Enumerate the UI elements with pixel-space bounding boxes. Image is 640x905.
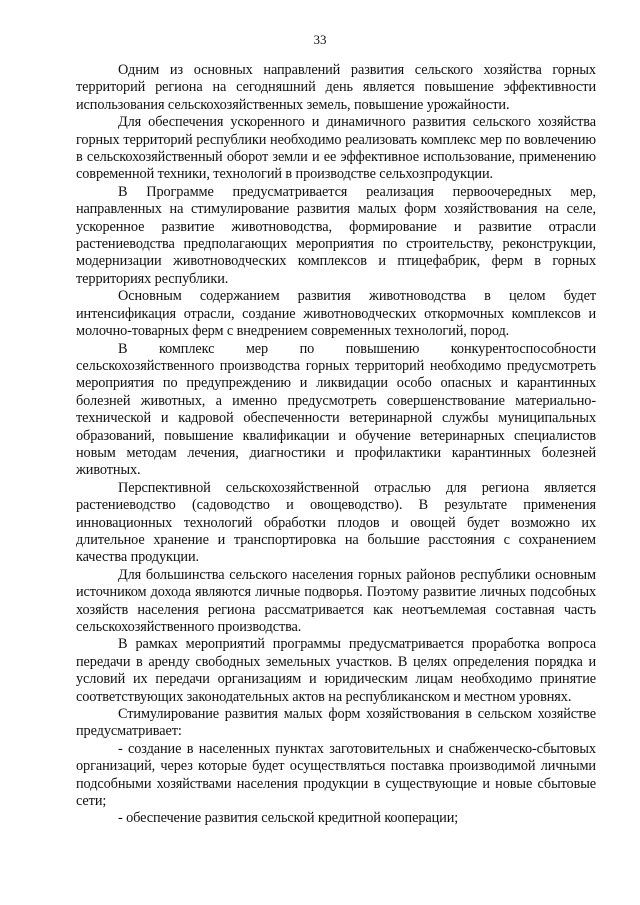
list-item: - создание в населенных пунктах заготовительных и снабженческо-сбытовых организаций, через которые будет осуществляться поставка производимой личными подсобными хозяйствами населения продукции в существующие и новые сбытовые сети; <box>76 740 596 810</box>
paragraph: Стимулирование развития малых форм хозяйствования в сельском хозяйстве предусматривает: <box>76 706 596 740</box>
paragraph: Основным содержанием развития животноводства в целом будет интенсификация отрасли, создание животноводческих откормочных комплексов и молочно-товарных ферм с внедрением современных технологий, пород. <box>76 288 596 340</box>
list-item: - обеспечение развития сельской кредитной кооперации; <box>118 810 459 827</box>
page-number: 33 <box>313 32 327 47</box>
body-text <box>76 62 596 828</box>
paragraph: В Программе предусматривается реализация первоочередных мер, направленных на стимулирование развития малых форм хозяйствования на селе, ускоренное развитие животноводства, формирование и развитие отрасли растениеводства предполагающих мероприятия по строительству, реконструкции, модернизации животноводческих комплексов и птицефабрик, ферм в горных территориях республики. <box>76 183 596 287</box>
paragraph: В комплекс мер по повышению конкурентоспособности сельскохозяйственного производства горных территорий необходимо предусмотреть мероприятия по предупреждению и ликвидации особо опасных и карантинных болезней животных, а именно предусмотреть совершенствование материально-технической и кадровой обеспеченности ветеринарной службы муниципальных образований, повышение квалификации и обучение ветеринарных специалистов новым методам лечения, диагностики и профилактики карантинных болезней животных. <box>76 340 596 479</box>
paragraph: Одним из основных направлений развития сельского хозяйства горных территорий региона на сегодняшний день является повышение эффективности использования сельскохозяйственных земель, повышение урожайности. <box>76 62 596 113</box>
paragraph: Для большинства сельского населения горных районов республики основным источником дохода являются личные подворья. Поэтому развитие личных подсобных хозяйств населения региона рассматривается как неотъемлемая составная часть сельскохозяйственного производства. <box>76 566 596 635</box>
paragraph: Перспективной сельскохозяйственной отраслью для региона является растениеводство (садоводство и овощеводство). В результате применения инновационных технологий обработки плодов и овощей будет возможно их длительное хранение и транспортировка на большие расстояния с сохранением качества продукции. <box>76 479 596 566</box>
paragraph: В рамках мероприятий программы предусматривается проработка вопроса передачи в аренду свободных земельных участков. В целях определения порядка и условий их передачи организациям и юридическим лицам необходимо принятие соответствующих законодательных актов на республиканском и местном уровнях. <box>76 636 596 705</box>
paragraph: Для обеспечения ускоренного и динамичного развития сельского хозяйства горных территорий республики необходимо реализовать комплекс мер по вовлечению в сельскохозяйственный оборот земли и ее эффективное использование, применению современной техники, технологий в производстве сельхозпродукции. <box>76 114 596 183</box>
